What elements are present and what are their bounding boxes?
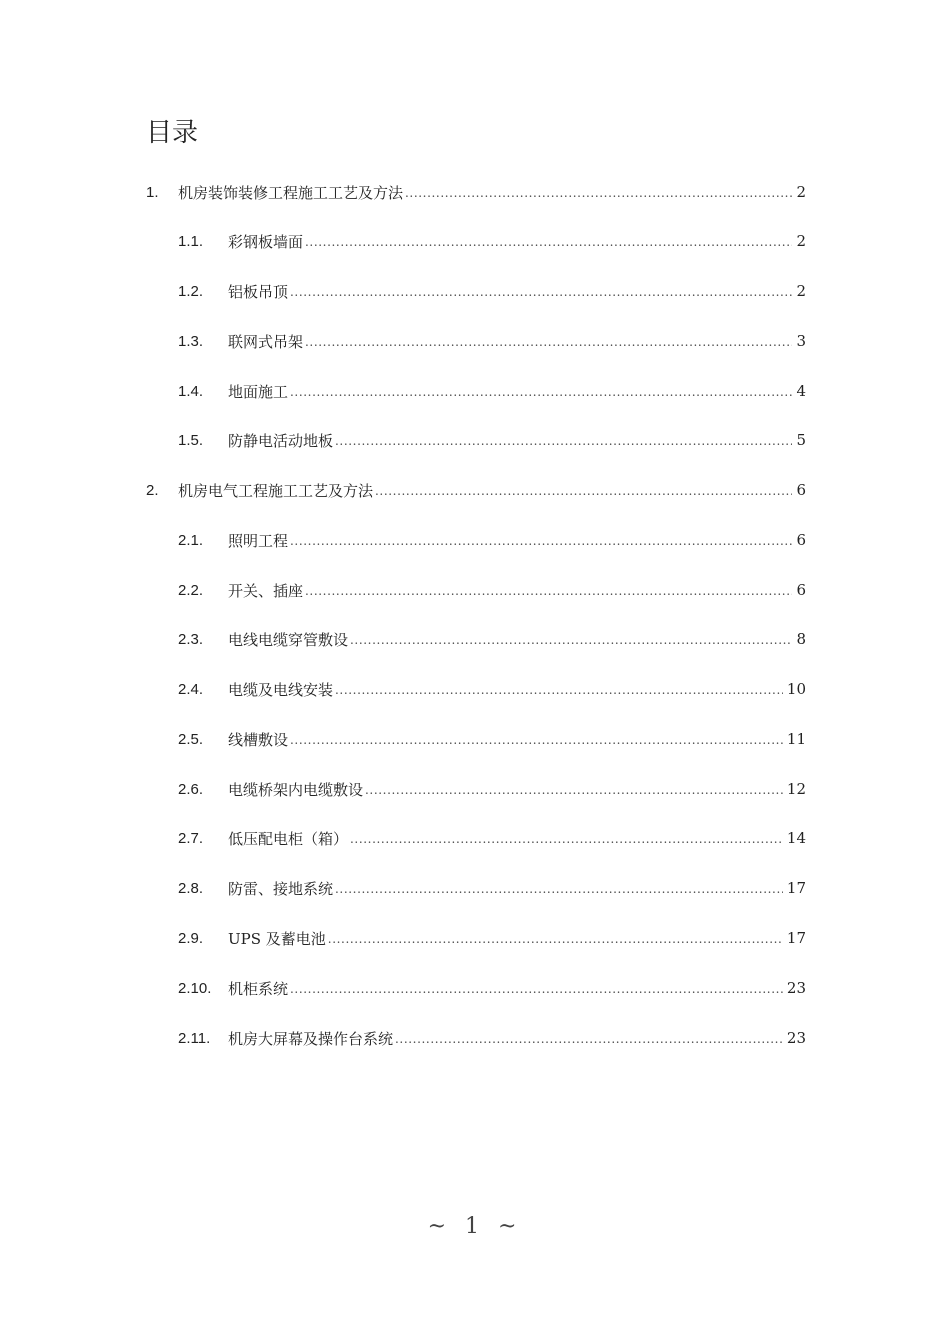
toc-entry[interactable] xyxy=(178,728,806,750)
toc-entry-page: 23 xyxy=(786,1029,806,1047)
toc-dot-leader xyxy=(305,330,792,352)
toc-dot-leader xyxy=(290,380,792,402)
toc-entry[interactable] xyxy=(178,579,806,601)
toc-entry[interactable] xyxy=(178,927,806,949)
toc-entry-page: 23 xyxy=(786,979,806,997)
toc-entry-number: 2.5. xyxy=(178,730,204,748)
toc-dot-leader xyxy=(395,1027,783,1049)
toc-dot-leader xyxy=(305,230,792,252)
toc-dot-leader xyxy=(365,778,783,800)
toc-entry[interactable] xyxy=(178,977,806,999)
toc-entry[interactable] xyxy=(146,181,806,203)
toc-entry-text: 铝板吊顶 xyxy=(228,282,289,301)
toc-entry-page: 5 xyxy=(796,431,806,449)
toc-entry-number: 2.4. xyxy=(178,680,204,698)
toc-entry-text: 机房大屏幕及操作台系统 xyxy=(228,1029,394,1048)
toc-entry-number: 2.7. xyxy=(178,829,204,847)
toc-entry-text: UPS 及蓄电池 xyxy=(228,929,326,948)
toc-entry-text: 机房电气工程施工工艺及方法 xyxy=(178,481,374,500)
toc-entry-number: 2.1. xyxy=(178,531,204,549)
toc-entry-number: 1.5. xyxy=(178,431,204,449)
toc-entry-number: 2.8. xyxy=(178,879,204,897)
toc-title: 目录 xyxy=(146,118,199,148)
toc-entry[interactable] xyxy=(178,330,806,352)
toc-dot-leader xyxy=(335,678,783,700)
toc-entry-page: 4 xyxy=(796,382,806,400)
toc-entry-page: 2 xyxy=(796,232,806,250)
toc-entry-text: 彩钢板墙面 xyxy=(228,232,304,251)
toc-entry-text: 电缆桥架内电缆敷设 xyxy=(228,780,364,799)
toc-entry[interactable] xyxy=(178,678,806,700)
toc-entry[interactable] xyxy=(178,380,806,402)
toc-entry-page: 12 xyxy=(786,780,806,798)
toc-entry-text: 联网式吊架 xyxy=(228,332,304,351)
toc-entry-page: 6 xyxy=(796,481,806,499)
toc-entry[interactable] xyxy=(178,1027,806,1049)
toc-entry[interactable] xyxy=(178,628,806,650)
toc-entry-page: 17 xyxy=(786,929,806,947)
toc-entry-page: 14 xyxy=(786,829,806,847)
toc-entry-page: 17 xyxy=(786,879,806,897)
toc-entry-number: 1.1. xyxy=(178,232,204,250)
toc-entry-text: 防静电活动地板 xyxy=(228,431,334,450)
toc-entry-number: 1.2. xyxy=(178,282,204,300)
toc-entry-page: 2 xyxy=(796,183,806,201)
toc-dot-leader xyxy=(290,977,783,999)
toc-entry-number: 2.9. xyxy=(178,929,204,947)
toc-dot-leader xyxy=(335,429,792,451)
toc-entry-page: 2 xyxy=(796,282,806,300)
toc-dot-leader xyxy=(350,628,792,650)
toc-entry-text: 电线电缆穿管敷设 xyxy=(228,630,349,649)
toc-dot-leader xyxy=(290,529,792,551)
page-number-footer: ~ 1 ~ xyxy=(427,1214,523,1239)
toc-entry[interactable] xyxy=(178,429,806,451)
toc-entry[interactable] xyxy=(178,230,806,252)
toc-entry[interactable] xyxy=(178,778,806,800)
toc-entry-number: 2. xyxy=(146,481,159,499)
toc-entry-number: 2.6. xyxy=(178,780,204,798)
toc-dot-leader xyxy=(290,280,792,302)
toc-entry-page: 6 xyxy=(796,531,806,549)
toc-dot-leader xyxy=(328,927,783,949)
toc-entry-text: 机柜系统 xyxy=(228,979,289,998)
toc-entry-page: 8 xyxy=(796,630,806,648)
toc-dot-leader xyxy=(375,479,792,501)
toc-entry-text: 低压配电柜（箱） xyxy=(228,829,349,848)
toc-entry-text: 电缆及电线安装 xyxy=(228,680,334,699)
toc-entry[interactable] xyxy=(178,827,806,849)
toc-entry-text: 线槽敷设 xyxy=(228,730,289,749)
toc-entry-text: 照明工程 xyxy=(228,531,289,550)
toc-entry-text: 机房装饰装修工程施工工艺及方法 xyxy=(178,183,404,202)
toc-entry[interactable] xyxy=(146,479,806,501)
toc-dot-leader xyxy=(335,877,783,899)
toc-entry-page: 11 xyxy=(786,730,806,748)
toc-entry-number: 2.3. xyxy=(178,630,204,648)
toc-entry-page: 6 xyxy=(796,581,806,599)
toc-entry-number: 1. xyxy=(146,183,159,201)
toc-entry[interactable] xyxy=(178,280,806,302)
toc-dot-leader xyxy=(405,181,792,203)
toc-entry-page: 10 xyxy=(786,680,806,698)
toc-entry-number: 1.4. xyxy=(178,382,204,400)
toc-entry-number: 1.3. xyxy=(178,332,204,350)
toc-entry-page: 3 xyxy=(796,332,806,350)
toc-entry-text: 开关、插座 xyxy=(228,581,304,600)
toc-entry-number: 2.2. xyxy=(178,581,204,599)
toc-dot-leader xyxy=(290,728,783,750)
toc-entry[interactable] xyxy=(178,877,806,899)
toc-dot-leader xyxy=(305,579,792,601)
toc-entry[interactable] xyxy=(178,529,806,551)
toc-entry-text: 防雷、接地系统 xyxy=(228,879,334,898)
toc-entry-text: 地面施工 xyxy=(228,382,289,401)
toc-entry-number: 2.11. xyxy=(178,1029,211,1047)
toc-entry-number: 2.10. xyxy=(178,979,212,997)
toc-dot-leader xyxy=(350,827,783,849)
